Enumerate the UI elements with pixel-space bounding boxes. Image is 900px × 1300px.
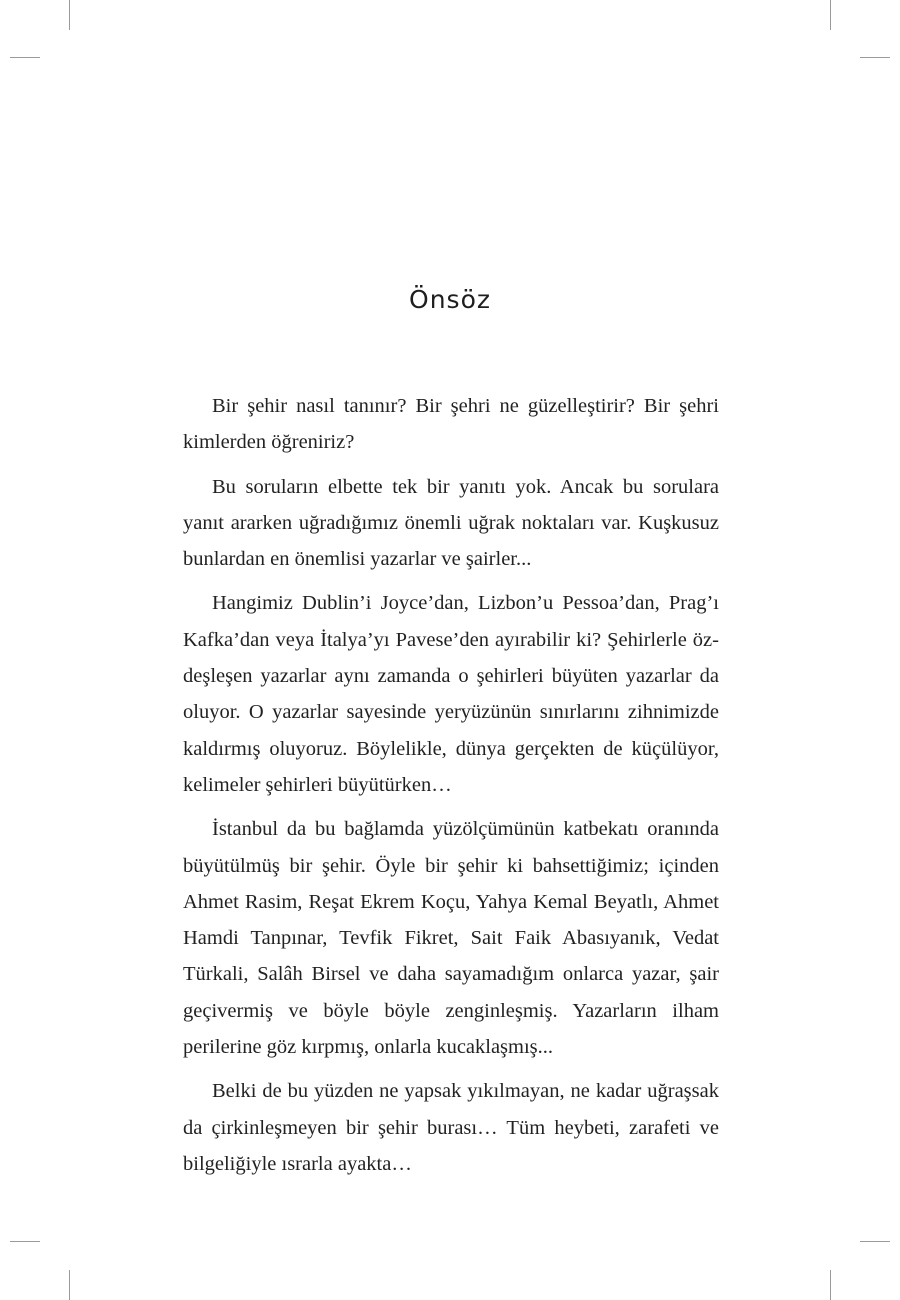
- crop-mark-left-bottom: [10, 1241, 40, 1242]
- crop-mark-left-top: [10, 57, 40, 58]
- crop-mark-right-top: [860, 57, 890, 58]
- crop-mark-top-right: [830, 0, 831, 30]
- crop-mark-bottom-right: [830, 1270, 831, 1300]
- crop-mark-right-bottom: [860, 1241, 890, 1242]
- page-title: Önsöz: [409, 285, 491, 314]
- paragraph-3: Hangimiz Dublin’i Joyce’dan, Lizbon’u Pessoa’dan, Prag’ı Kafka’dan veya İtalya’yı Pavese’den ayırabilir ki? Şehirlerle özdeşleşen yazarlar aynı zamanda o şehirleri büyüten yazarlar da oluyor. O yazarlar sayesinde yeryüzünün sınırlarını zihnimizde kaldırmış oluyoruz. Böylelikle, dünya gerçekten de küçülüyor, kelimeler şehirleri büyütürken…: [183, 592, 719, 796]
- paragraph-4: İstanbul da bu bağlamda yüzölçümünün katbekatı oranında büyütülmüş bir şehir. Öyle bir şehir ki bahsettiğimiz; içinden Ahmet Rasim, Reşat Ekrem Koçu, Yahya Kemal Beyatlı, Ahmet Hamdi Tanpınar, Tevfik Fikret, Sait Faik Abasıyanık, Vedat Türkali, Salâh Birsel ve daha sayamadığım onlarca yazar, şair geçivermiş ve böyle böyle zenginleşmiş. Yazarların ilham perilerine göz kırpmış, onlarla kucaklaşmış...: [183, 818, 719, 1059]
- paragraph-2: Bu soruların elbette tek bir yanıtı yok. Ancak bu sorulara yanıt ararken uğradığımız önemli uğrak noktaları var. Kuşkusuz bunlardan en önemlisi yazarlar ve şairler...: [183, 475, 719, 571]
- paragraph-1: Bir şehir nasıl tanınır? Bir şehri ne güzelleştirir? Bir şehri kimlerden öğreniriz?: [183, 395, 719, 454]
- crop-mark-top-left: [69, 0, 70, 30]
- body-text: [183, 388, 719, 1190]
- paragraph-5: Belki de bu yüzden ne yapsak yıkılmayan, ne kadar uğraşsak da çirkinleşmeyen bir şehir burası… Tüm heybeti, zarafeti ve bilgeliğiyle ısrarla ayakta…: [183, 1080, 719, 1175]
- crop-mark-bottom-left: [69, 1270, 70, 1300]
